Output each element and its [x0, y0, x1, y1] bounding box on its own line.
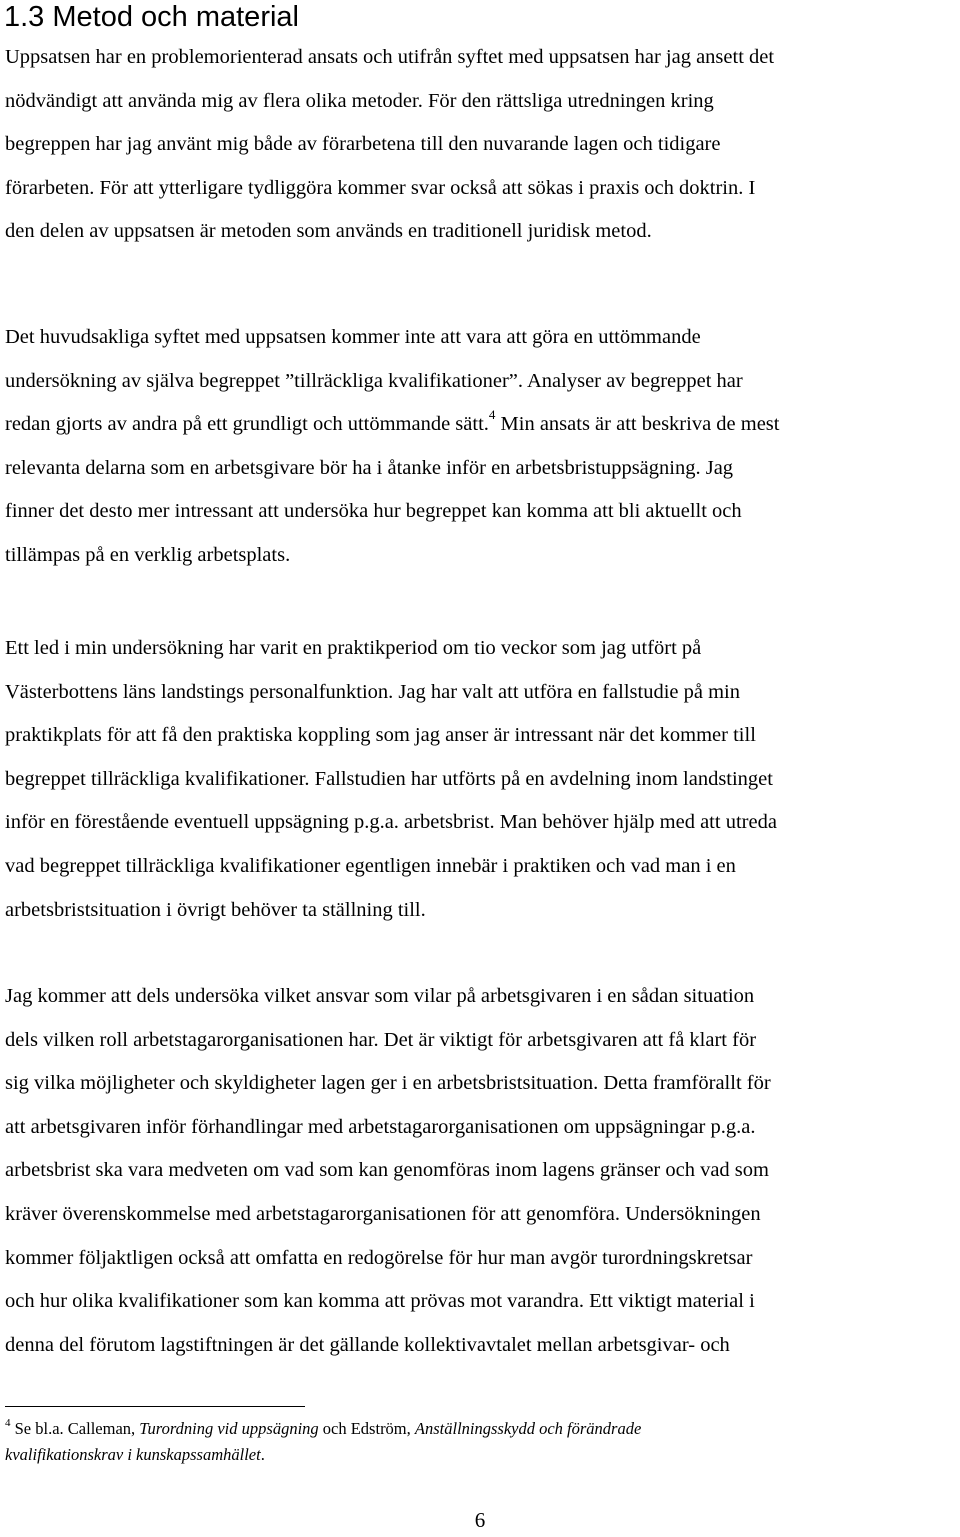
footnote-text: Se bl.a. Calleman,: [10, 1419, 140, 1438]
footnote-title: kvalifikationskrav i kunskapssamhället: [5, 1445, 261, 1464]
text-line: finner det desto mer intressant att undersöka hur begreppet kan komma att bli aktuellt och: [5, 500, 742, 523]
text-segment: Min ansats är att beskriva de mest: [495, 413, 780, 436]
footnote-number: 4: [5, 1416, 11, 1429]
text-segment: redan gjorts av andra på ett grundligt och uttömmande sätt.: [5, 413, 489, 436]
paragraph-4: [5, 975, 957, 1367]
paragraph-2: [5, 316, 957, 578]
footnote: [5, 1416, 955, 1468]
text-line: Ett led i min undersökning har varit en praktikperiod om tio veckor som jag utfört på: [5, 637, 702, 659]
text-line: förarbeten. För att ytterligare tydliggöra kommer svar också att sökas i praxis och doktrin. I: [5, 176, 756, 199]
text-line: kommer följaktligen också att omfatta en redogörelse för hur man avgör turordningskretsar: [5, 1246, 753, 1269]
text-line: dels vilken roll arbetstagarorganisationen har. Det är viktigt för arbetsgivaren att få klart för: [5, 1028, 757, 1051]
footnote-title: Anställningsskydd och förändrade: [414, 1419, 642, 1438]
text-line: [5, 403, 957, 447]
text-line: vad begreppet tillräckliga kvalifikationer egentligen innebär i praktiken och vad man i en: [5, 854, 736, 877]
text-line: Uppsatsen har en problemorienterad ansats och utifrån syftet med uppsatsen har jag ansett det: [5, 46, 775, 68]
footnote-title: Turordning vid uppsägning: [139, 1419, 319, 1438]
text-line: arbetsbrist ska vara medveten om vad som kan genomföras inom lagens gränser och vad som: [5, 1159, 769, 1182]
footnote-line: [5, 1442, 955, 1468]
page-number: 6: [474, 1508, 486, 1532]
text-line: begreppen har jag använt mig både av förarbetena till den nuvarande lagen och tidigare: [5, 133, 721, 156]
text-line: tillämpas på en verklig arbetsplats.: [5, 543, 291, 566]
text-line: Jag kommer att dels undersöka vilket ansvar som vilar på arbetsgivaren i en sådan situation: [5, 985, 755, 1007]
text-line: praktikplats för att få den praktiska koppling som jag anser är intressant när det kommer till: [5, 724, 756, 747]
text-line: nödvändigt att använda mig av flera olika metoder. För den rättsliga utredningen kring: [5, 89, 714, 112]
paragraph-3: [5, 627, 957, 932]
text-line: Västerbottens läns landstings personalfunktion. Jag har valt att utföra en fallstudie på min: [5, 680, 740, 703]
text-line: sig vilka möjligheter och skyldigheter lagen ger i en arbetsbristsituation. Detta framförallt för: [5, 1072, 771, 1095]
text-line: kräver överenskommelse med arbetstagarorganisationen för att genomföra. Undersökningen: [5, 1202, 761, 1225]
footnote-text: och Edström,: [318, 1419, 415, 1438]
footnote-text: .: [260, 1445, 265, 1464]
footnote-separator: [5, 1406, 305, 1407]
text-line: begreppet tillräckliga kvalifikationer. Fallstudien har utförts på en avdelning inom landstinget: [5, 767, 773, 790]
text-line: denna del förutom lagstiftningen är det gällande kollektivavtalet mellan arbetsgivar- och: [5, 1333, 730, 1356]
text-line: Det huvudsakliga syftet med uppsatsen kommer inte att vara att göra en uttömmande: [5, 326, 701, 348]
text-line: och hur olika kvalifikationer som kan komma att prövas mot varandra. Ett viktigt material i: [5, 1290, 755, 1313]
text-line: undersökning av själva begreppet ”tillräckliga kvalifikationer”. Analyser av begreppet har: [5, 369, 743, 392]
section-heading: 1.3 Metod och material: [4, 1, 299, 33]
text-line: den delen av uppsatsen är metoden som används en traditionell juridisk metod.: [5, 220, 652, 243]
footnote-line: [5, 1416, 955, 1442]
text-line: relevanta delarna som en arbetsgivare bör ha i åtanke inför en arbetsbristuppsägning. Jag: [5, 456, 734, 479]
text-line: arbetsbristsituation i övrigt behöver ta ställning till.: [5, 898, 426, 921]
text-line: att arbetsgivaren inför förhandlingar med arbetstagarorganisationen om uppsägningar p.g.a.: [5, 1115, 756, 1138]
paragraph-1: [5, 36, 957, 254]
footnote-reference[interactable]: 4: [488, 407, 496, 423]
text-line: inför en förestående eventuell uppsägning p.g.a. arbetsbrist. Man behöver hjälp med att utreda: [5, 811, 777, 834]
